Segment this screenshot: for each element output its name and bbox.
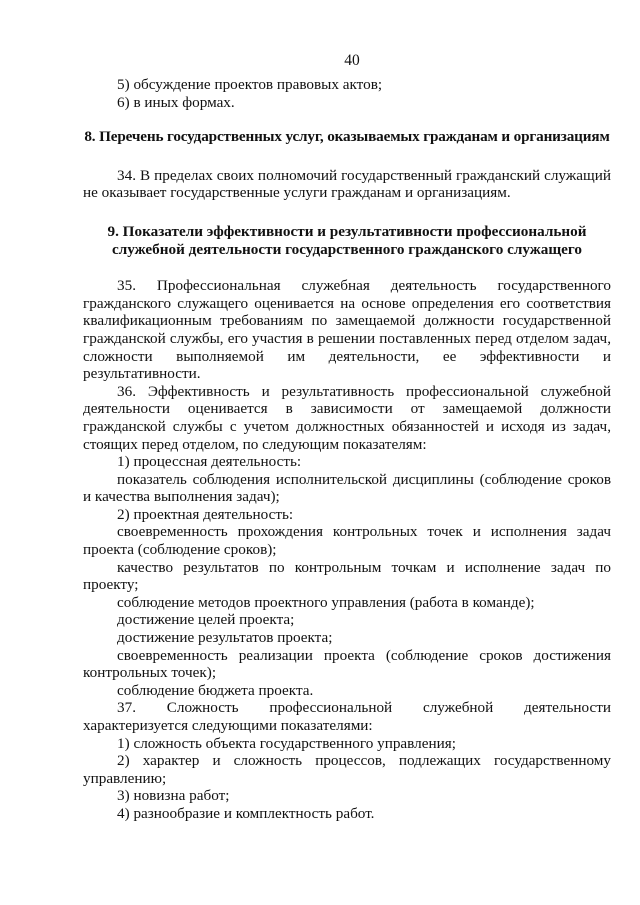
section-9-heading-line1: 9. Показатели эффективности и результативности профессиональной [107, 222, 587, 240]
list-item: 2) проектная деятельность: [117, 505, 294, 523]
section-9-heading-line2: служебной деятельности государственного гражданского служащего [111, 240, 583, 258]
list-item: 5) обсуждение проектов правовых актов; [117, 76, 383, 93]
list-item: 2) характер и сложность процессов, подлежащих государственному управлению; [83, 752, 611, 787]
list-item: достижение результатов проекта; [117, 629, 333, 647]
list-item: 3) новизна работ; [117, 787, 230, 805]
list-item: соблюдение бюджета проекта. [117, 681, 314, 699]
list-item: достижение целей проекта; [117, 611, 295, 629]
list-item: 1) сложность объекта государственного управления; [117, 734, 456, 752]
list-item: своевременность прохождения контрольных точек и исполнения задач проекта (соблюдение сроков); [83, 523, 611, 559]
document-page [83, 51, 611, 823]
list-item: своевременность реализации проекта (соблюдение сроков достижения контрольных точек); [83, 646, 611, 682]
paragraph-37: 37. Сложность профессиональной служебной деятельности характеризуется следующими показателями: [83, 699, 611, 734]
list-item: показатель соблюдения исполнительской дисциплины (соблюдение сроков и качества выполнения задач); [83, 470, 611, 506]
section-8-heading: 8. Перечень государственных услуг, оказываемых гражданам и организациям [84, 128, 610, 146]
page-number: 40 [344, 52, 360, 69]
paragraph-36: 36. Эффективность и результативность профессиональной служебной деятельности оценивается в зависимости от замещаемой должности гражданской службы с учетом должностных обязанностей и исходя из задач, стоящих перед отделом, по следующим показателям: [83, 382, 611, 453]
list-item: качество результатов по контрольным точкам и исполнение задач по проекту; [83, 558, 611, 594]
paragraph-35: 35. Профессиональная служебная деятельность государственного гражданского служащего оценивается на основе определения его соответствия квалификационным требованиям по замещаемой должности государственной гражданской службы, его участия в решении поставленных перед отделом задач, сложности выполняемой им деятельности, ее эффективности и результативности. [83, 277, 611, 383]
list-item: 4) разнообразие и комплектность работ. [117, 804, 375, 822]
section-9-heading [83, 223, 611, 258]
list-item: 6) в иных формах. [117, 93, 235, 111]
list-item: 1) процессная деятельность: [117, 453, 302, 471]
list-item: соблюдение методов проектного управления (работа в команде); [117, 593, 535, 611]
paragraph-34: 34. В пределах своих полномочий государственный гражданский служащий не оказывает государственные услуги гражданам и организациям. [83, 166, 611, 202]
